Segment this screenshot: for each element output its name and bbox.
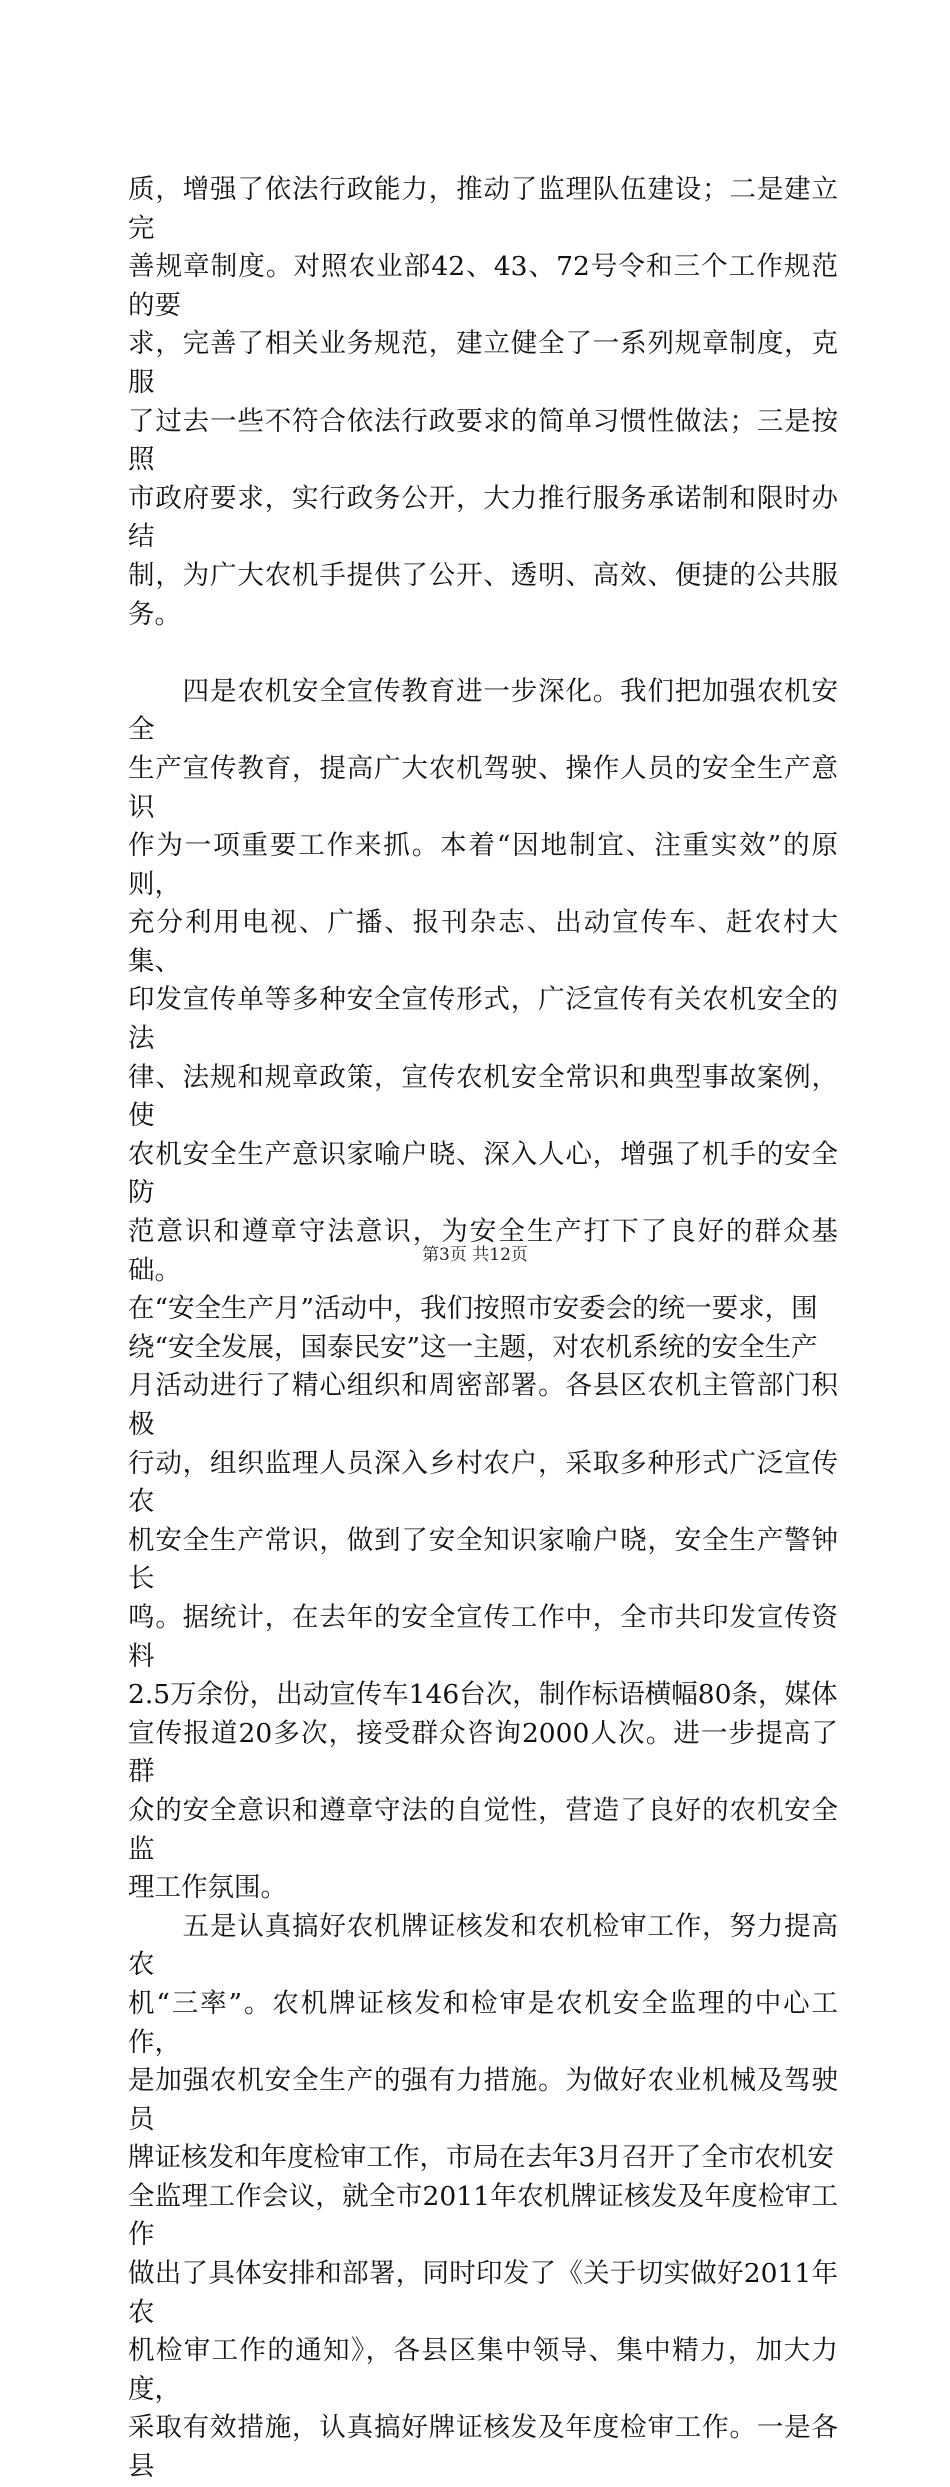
page-footer: 第3页 共12页 <box>422 1245 528 1265</box>
paragraph-2: 四是农机安全宣传教育进一步深化。我们把加强农机安全 生产宣传教育，提高广大农机驾驶、操作人员的安全生产意识 作为一项重要工作来抓。本着“因地制宜、注重实效”的原则， 充分利用电视、广播、报刊杂志、出动宣传车、赶农村大集、 印发宣传单等多种安全宣传形式，广泛宣传有关农机安全的法 律、法规和规章政策，宣传农机安全常识和典型事故案例，使 农机安全生产意识家喻户晓、深入人心，增强了机手的安全防 范意识和遵章守法意识，为安全生产打下了良好的群众基础。 在“安全生产月”活动中，我们按照市安委会的统一要求，围 绕“安全发展，国泰民安”这一主题，对农机系统的安全生产 月活动进行了精心组织和周密部署。各县区农机主管部门积极 行动，组织监理人员深入乡村农户，采取多种形式广泛宣传农 机安全生产常识，做到了安全知识家喻户晓，安全生产警钟长 鸣。据统计，在去年的安全宣传工作中，全市共印发宣传资料 2.5万余份，出动宣传车146台次，制作标语横幅80条，媒体 宣传报道20多次，接受群众咨询2000人次。进一步提高了群 众的安全意识和遵章守法的自觉性，营造了良好的农机安全监 理工作氛围。 <box>128 675 838 1904</box>
paragraph-3: 五是认真搞好农机牌证核发和农机检审工作，努力提高农 机“三率”。农机牌证核发和检审是农机安全监理的中心工作， 是加强农机安全生产的强有力措施。为做好农业机械及驾驶员 牌证核发和年度检审工作，市局在去年3月召开了全市农机安 全监理工作会议，就全市2011年农机牌证核发及年度检审工作 做出了具体安排和部署，同时印发了《关于切实做好2011年农 机检审工作的通知》，各县区集中领导、集中精力，加大力度， 采取有效措施，认真搞好牌证核发及年度检审工作。一是各县 <box>128 1910 838 2483</box>
document-body <box>128 171 838 2487</box>
paragraph-1: 质，增强了依法行政能力，推动了监理队伍建设；二是建立完 善规章制度。对照农业部42、43、72号令和三个工作规范的要 求，完善了相关业务规范，建立健全了一系列规章制度，克服 了过去一些不符合依法行政要求的简单习惯性做法；三是按照 市政府要求，实行政务公开，大力推行服务承诺制和限时办结 制，为广大农机手提供了公开、透明、高效、便捷的公共服务。 <box>128 174 838 630</box>
